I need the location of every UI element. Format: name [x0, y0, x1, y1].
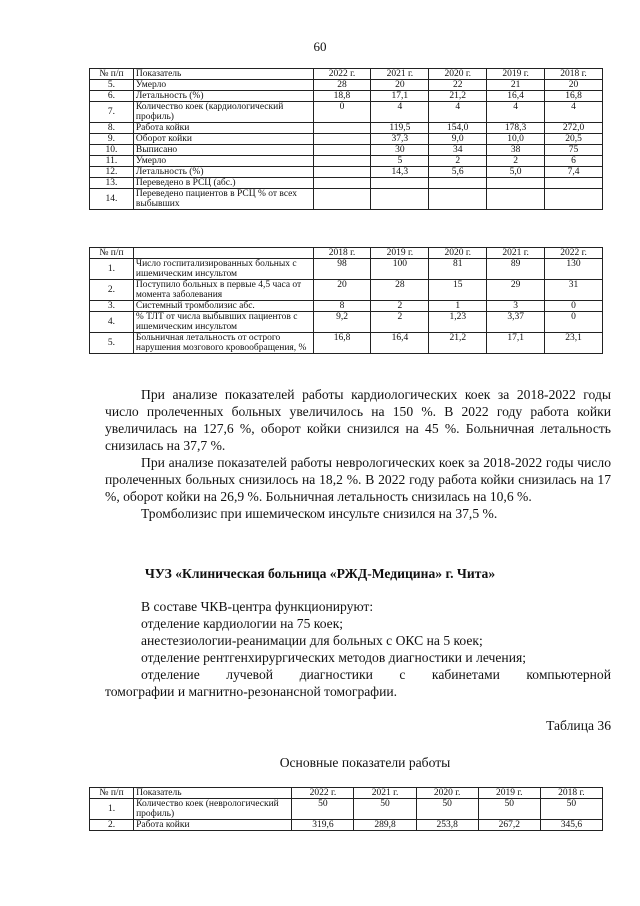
column-header: № п/п [90, 69, 134, 80]
indicator-cell: Больничная летальность от острого нарушения мозгового кровообращения, % [133, 333, 313, 354]
table-row [90, 259, 603, 280]
value-cell: 100 [371, 259, 429, 280]
indicator-cell: Летальность (%) [133, 91, 313, 102]
list-intro: В составе ЧКВ-центра функционируют: [141, 599, 374, 614]
analysis-text [105, 386, 611, 522]
column-header: Показатель [133, 69, 313, 80]
paragraph-neurology: При анализе показателей работы неврологических коек за 2018-2022 годы число пролеченных больных снизилось на 18,2 %. В 2022 году работа койки снизилась на 17 %, оборот койки на 26,9 %. Больничная летальность снизилась на 10,6 %. [105, 455, 611, 504]
table-row [90, 178, 603, 189]
value-cell: 9,0 [429, 134, 487, 145]
value-cell: 81 [429, 259, 487, 280]
value-cell [313, 123, 371, 134]
indicator-cell: Выписано [133, 145, 313, 156]
row-number-cell: 4. [90, 312, 134, 333]
value-cell: 319,6 [292, 820, 354, 831]
value-cell: 16,4 [487, 91, 545, 102]
value-cell: 4 [487, 102, 545, 123]
value-cell [313, 156, 371, 167]
table-row [90, 156, 603, 167]
value-cell: 89 [487, 259, 545, 280]
indicator-cell: Работа койки [133, 123, 313, 134]
table-row [90, 123, 603, 134]
value-cell: 23,1 [545, 333, 603, 354]
value-cell: 2 [429, 156, 487, 167]
table-row [90, 91, 603, 102]
value-cell [487, 189, 545, 210]
indicator-cell: Умерло [133, 156, 313, 167]
paragraph-cardiology: При анализе показателей работы кардиологических коек за 2018-2022 годы число пролеченных больных увеличилось на 150 %. В 2022 году работа койки увеличилась на 127,6 %, оборот койки снизился на 45 %. Больничная летальность снизилась на 37,7 %. [105, 387, 611, 453]
indicator-cell: Умерло [133, 80, 313, 91]
value-cell: 75 [545, 145, 603, 156]
indicator-cell: Оборот койки [133, 134, 313, 145]
row-number-cell: 5. [90, 333, 134, 354]
value-cell [313, 134, 371, 145]
value-cell: 21,2 [429, 91, 487, 102]
column-header: 2019 г. [478, 788, 540, 799]
value-cell [487, 178, 545, 189]
value-cell: 37,3 [371, 134, 429, 145]
table-main-indicators [89, 787, 603, 831]
column-header: 2020 г. [429, 69, 487, 80]
value-cell: 10,0 [487, 134, 545, 145]
column-header: 2022 г. [313, 69, 371, 80]
row-number-cell: 7. [90, 102, 134, 123]
indicator-cell: Количество коек (кардиологический профиль) [133, 102, 313, 123]
value-cell: 5,6 [429, 167, 487, 178]
table-cardiology-beds [89, 68, 603, 210]
value-cell: 22 [429, 80, 487, 91]
value-cell: 1 [429, 301, 487, 312]
value-cell: 31 [545, 280, 603, 301]
list-item: отделение лучевой диагностики с кабинетами компьютерной [141, 667, 611, 682]
row-number-cell: 2. [90, 820, 134, 831]
value-cell: 7,4 [545, 167, 603, 178]
value-cell: 14,3 [371, 167, 429, 178]
table-row [90, 167, 603, 178]
table-header-row [90, 69, 603, 80]
table-header-row [90, 788, 603, 799]
value-cell: 50 [354, 799, 416, 820]
value-cell: 0 [545, 301, 603, 312]
value-cell: 3,37 [487, 312, 545, 333]
column-header: 2018 г. [545, 69, 603, 80]
page-number: 60 [313, 39, 327, 54]
value-cell: 17,1 [487, 333, 545, 354]
value-cell: 2 [487, 156, 545, 167]
value-cell: 50 [540, 799, 602, 820]
row-number-cell: 12. [90, 167, 134, 178]
column-header [133, 248, 313, 259]
row-number-cell: 10. [90, 145, 134, 156]
list-item: томографии и магнитно-резонансной томографии. [105, 684, 398, 699]
indicator-cell: Поступило больных в первые 4,5 часа от момента заболевания [133, 280, 313, 301]
value-cell: 8 [313, 301, 371, 312]
value-cell: 16,4 [371, 333, 429, 354]
table-row [90, 145, 603, 156]
value-cell: 6 [545, 156, 603, 167]
value-cell: 16,8 [313, 333, 371, 354]
indicator-cell: Переведено в РСЦ (абс.) [133, 178, 313, 189]
value-cell [313, 189, 371, 210]
value-cell: 20,5 [545, 134, 603, 145]
value-cell [313, 145, 371, 156]
list-item: отделение рентгенхирургических методов диагностики и лечения; [141, 650, 526, 665]
table-row [90, 301, 603, 312]
column-header: 2021 г. [371, 69, 429, 80]
column-header: 2019 г. [487, 69, 545, 80]
value-cell: 0 [313, 102, 371, 123]
value-cell: 1,23 [429, 312, 487, 333]
value-cell: 3 [487, 301, 545, 312]
value-cell: 38 [487, 145, 545, 156]
table-row [90, 102, 603, 123]
row-number-cell: 8. [90, 123, 134, 134]
row-number-cell: 1. [90, 259, 134, 280]
value-cell: 345,6 [540, 820, 602, 831]
value-cell: 28 [371, 280, 429, 301]
column-header: 2022 г. [545, 248, 603, 259]
value-cell [313, 167, 371, 178]
value-cell: 17,1 [371, 91, 429, 102]
value-cell: 21 [487, 80, 545, 91]
value-cell [429, 189, 487, 210]
value-cell: 130 [545, 259, 603, 280]
indicator-cell: Летальность (%) [133, 167, 313, 178]
table-row [90, 280, 603, 301]
column-header: 2019 г. [371, 248, 429, 259]
value-cell: 178,3 [487, 123, 545, 134]
value-cell: 30 [371, 145, 429, 156]
column-header: 2021 г. [354, 788, 416, 799]
column-header: 2020 г. [416, 788, 478, 799]
value-cell: 16,8 [545, 91, 603, 102]
value-cell: 267,2 [478, 820, 540, 831]
table-row [90, 799, 603, 820]
row-number-cell: 6. [90, 91, 134, 102]
value-cell: 50 [416, 799, 478, 820]
value-cell: 5 [371, 156, 429, 167]
indicator-cell: Работа койки [134, 820, 292, 831]
value-cell: 20 [313, 280, 371, 301]
indicator-cell: Системный тромболизис абс. [133, 301, 313, 312]
indicator-cell: Число госпитализированных больных с ишемическим инсультом [133, 259, 313, 280]
row-number-cell: 2. [90, 280, 134, 301]
row-number-cell: 14. [90, 189, 134, 210]
value-cell: 5,0 [487, 167, 545, 178]
column-header: 2022 г. [292, 788, 354, 799]
table-row [90, 333, 603, 354]
value-cell: 28 [313, 80, 371, 91]
table-row [90, 820, 603, 831]
list-item: отделение кардиологии на 75 коек; [141, 616, 344, 631]
value-cell: 289,8 [354, 820, 416, 831]
row-number-cell: 9. [90, 134, 134, 145]
row-number-cell: 5. [90, 80, 134, 91]
value-cell [371, 178, 429, 189]
value-cell: 18,8 [313, 91, 371, 102]
row-number-cell: 13. [90, 178, 134, 189]
value-cell [313, 178, 371, 189]
column-header: 2021 г. [487, 248, 545, 259]
value-cell: 20 [371, 80, 429, 91]
column-header: 2018 г. [313, 248, 371, 259]
column-header: № п/п [90, 788, 134, 799]
value-cell: 34 [429, 145, 487, 156]
value-cell: 15 [429, 280, 487, 301]
column-header: Показатель [134, 788, 292, 799]
list-item: анестезиологии-реанимации для больных с ОКС на 5 коек; [141, 633, 483, 648]
value-cell: 20 [545, 80, 603, 91]
table-row [90, 312, 603, 333]
table-header-row [90, 248, 603, 259]
indicator-cell: % ТЛТ от числа выбывших пациентов с ишемическим инсультом [133, 312, 313, 333]
column-header: 2018 г. [540, 788, 602, 799]
table-row [90, 134, 603, 145]
value-cell [371, 189, 429, 210]
value-cell: 253,8 [416, 820, 478, 831]
column-header: 2020 г. [429, 248, 487, 259]
table-title: Основные показатели работы [279, 755, 451, 770]
value-cell: 29 [487, 280, 545, 301]
value-cell [545, 178, 603, 189]
value-cell: 9,2 [313, 312, 371, 333]
paragraph-thrombolysis: Тромболизис при ишемическом инсульте снизился на 37,5 %. [141, 506, 498, 521]
value-cell: 4 [371, 102, 429, 123]
table-number: Таблица 36 [546, 718, 611, 733]
value-cell: 98 [313, 259, 371, 280]
value-cell: 272,0 [545, 123, 603, 134]
table-row [90, 80, 603, 91]
row-number-cell: 3. [90, 301, 134, 312]
row-number-cell: 11. [90, 156, 134, 167]
section-heading: ЧУЗ «Клиническая больница «РЖД-Медицина» г. Чита» [144, 566, 496, 581]
value-cell: 119,5 [371, 123, 429, 134]
table-stroke-indicators [89, 247, 603, 354]
value-cell: 154,0 [429, 123, 487, 134]
row-number-cell: 1. [90, 799, 134, 820]
indicator-cell: Количество коек (неврологический профиль) [134, 799, 292, 820]
value-cell [545, 189, 603, 210]
value-cell: 50 [292, 799, 354, 820]
value-cell: 4 [545, 102, 603, 123]
value-cell: 21,2 [429, 333, 487, 354]
value-cell: 4 [429, 102, 487, 123]
department-list [105, 598, 611, 700]
value-cell: 2 [371, 301, 429, 312]
indicator-cell: Переведено пациентов в РСЦ % от всех выбывших [133, 189, 313, 210]
value-cell [429, 178, 487, 189]
table-row [90, 189, 603, 210]
value-cell: 2 [371, 312, 429, 333]
column-header: № п/п [90, 248, 134, 259]
value-cell: 0 [545, 312, 603, 333]
value-cell: 50 [478, 799, 540, 820]
